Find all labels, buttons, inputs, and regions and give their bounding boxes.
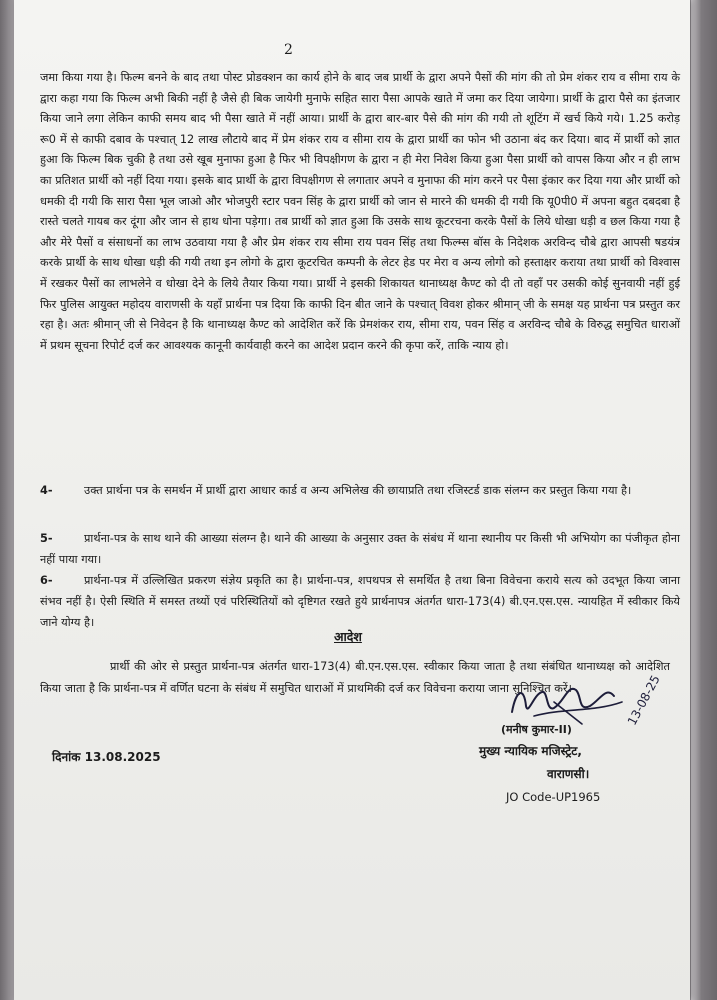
- desk-background-right: [691, 0, 717, 1000]
- signature-name: (मनीष कुमार-II): [501, 723, 572, 736]
- order-date: दिनांक 13.08.2025: [52, 750, 161, 764]
- place: वाराणसी।: [547, 767, 590, 781]
- signature-date: 13-08-25: [624, 672, 663, 728]
- paragraph-text: उक्त प्रार्थना पत्र के समर्थन में प्रार्थी द्वारा आधार कार्ड व अन्य अभिलेख की छायाप्रति तथा रजिस्टर्ड डाक संलग्न कर प्रस्तुत किया गया है।: [84, 484, 632, 497]
- paragraph-6: [40, 570, 680, 633]
- desk-background-left: [0, 0, 14, 1000]
- paragraph-number: 6-: [40, 574, 53, 587]
- paragraph-text: प्रार्थना-पत्र के साथ थाने की आख्या संलग्न है। थाने की आख्या के अनुसार उक्त के संबंध में थाना स्थानीय पर किसी भी अभियोग का पंजीकृत होना नहीं पाया गया।: [40, 532, 680, 566]
- paragraph-text: प्रार्थना-पत्र में उल्लिखित प्रकरण संज्ञेय प्रकृति का है। प्रार्थना-पत्र, शपथपत्र से समर्थित है तथा बिना विवेचना कराये सत्य को उदभूत किया जाना संभव नहीं है। ऐसी स्थिति में समस्त तथ्यों एवं परिस्थितियों को दृष्टिगत रखते हुये प्रार्थनापत्र अंतर्गत धारा-173(4) बी.एन.एस.एस. न्यायहित में स्वीकार किये जाने योग्य है।: [40, 574, 680, 629]
- body-paragraph: जमा किया गया है। फिल्म बनने के बाद तथा पोस्ट प्रोडक्शन का कार्य होने के बाद जब प्रार्थी के द्वारा अपने पैसों की मांग की तो प्रेम शंकर राय व सीमा राय के द्वारा कहा गया कि फिल्म अभी बिकी नहीं है जैसे ही बिक जायेगी मुनाफे सहित सारा पैसा आपके खाते में जमा कर दिया जायेगा। प्रार्थी के द्वारा पैसे का इंतजार किया जाने लगा लेकिन काफी समय बाद भी पैसा खाते में नहीं आया। प्रार्थी के द्वारा बार-बार पैसे की मांग की गयी तो शूटिंग में खर्च किये गये। 1.25 करोड़ रू0 में से काफी दबाव के पश्चात् 12 लाख लौटाये बाद में प्रेम शंकर राय व सीमा राय के द्वारा प्रार्थी का फोन भी उठाना बंद कर दिया। बाद में प्रार्थी को ज्ञात हुआ कि फिल्म बिक चुकी है तथा उसे खूब मुनाफा हुआ है फिर भी विपक्षीगण के द्वारा न ही मेरा निवेश किया हुआ पैसा प्रार्थी को वापस किया और न ही लाभ का प्रतिशत प्रार्थी को नहीं दिया गया। इसके बाद प्रार्थी के द्वारा विपक्षीगण से लगातार अपने व मुनाफा की मांग करने पर पैसा इंकार कर दिया गया और प्रार्थी को धमकी दी गयी कि सारा पैसा भूल जाओ और भोजपुरी स्टार पवन सिंह के द्वारा प्रार्थी को जान से मारने की धमकी दी गयी कि यू0पी0 में अपना बहुत दबदबा है रास्ते चलते गायब कर दूंगा और जान से हाथ धोना पड़ेगा। तब प्रार्थी को ज्ञात हुआ कि उसके साथ कूटरचना करके पैसों के लिये धोखा धड़ी व छल किया गया है और मेरे पैसों व संसाधनों का लाभ उठवाया गया है और प्रेम शंकर राय सीमा राय पवन सिंह तथा फिल्म्स बॉस के निदेशक अरविन्द चौबे द्वारा आपसी षडयंत्र करके प्रार्थी के साथ धोखा धड़ी की गयी तथा इन लोगो के द्वारा कूटरचित कम्पनी के लेटर हेड पर मेरा व अन्य लोगो को हस्ताक्षर कराया तथा प्रार्थी को विश्वास में रखकर पैसों का लाभलेने व धोखा देने के लिये तैयार किया गया। प्रार्थी ने इसकी शिकायत थानाध्यक्ष कैण्ट को दी तो वहाँ पर उसकी कोई सुनवायी नहीं हुई फिर पुलिस आयुक्त महोदय वाराणसी के यहाँ प्रार्थना पत्र दिया कि काफी दिन बीत जाने के पश्चात् विवश होकर श्रीमान् जी के समक्ष यह प्रार्थना पत्र प्रस्तुत कर रहा है। अतः श्रीमान् जी से निवेदन है कि थानाध्यक्ष कैण्ट को आदेशित करें कि प्रेमशंकर राय, सीमा राय, पवन सिंह व अरविन्द चौबे के विरुद्ध समुचित धाराओं में प्रथम सूचना रिपोर्ट दर्ज कर आवश्यक कानूनी कार्यवाही करने का आदेश प्रदान करने की कृपा करें, ताकि न्याय हो।: [40, 71, 680, 352]
- paragraph-4: [40, 480, 680, 501]
- jo-code: JO Code-UP1965: [506, 790, 601, 804]
- order-heading: आदेश: [334, 629, 362, 644]
- order-text: प्रार्थी की ओर से प्रस्तुत प्रार्थना-पत्र अंतर्गत धारा-173(4) बी.एन.एस.एस. स्वीकार किया जाता है तथा संबंधित थानाध्यक्ष को आदेशित किया जाता है कि प्रार्थना-पत्र में वर्णित घटना के संबंध में समुचित धाराओं में प्राथमिकी दर्ज कर विवेचना कराया जाना सुनिश्चित करें।: [40, 660, 670, 695]
- paragraph-number: 5-: [40, 532, 53, 545]
- paragraph-5: [40, 528, 680, 570]
- document-page: [14, 0, 690, 1000]
- paragraph-number: 4-: [40, 484, 53, 497]
- designation: मुख्य न्यायिक मजिस्ट्रेट,: [479, 744, 582, 758]
- page-number: 2: [284, 42, 293, 58]
